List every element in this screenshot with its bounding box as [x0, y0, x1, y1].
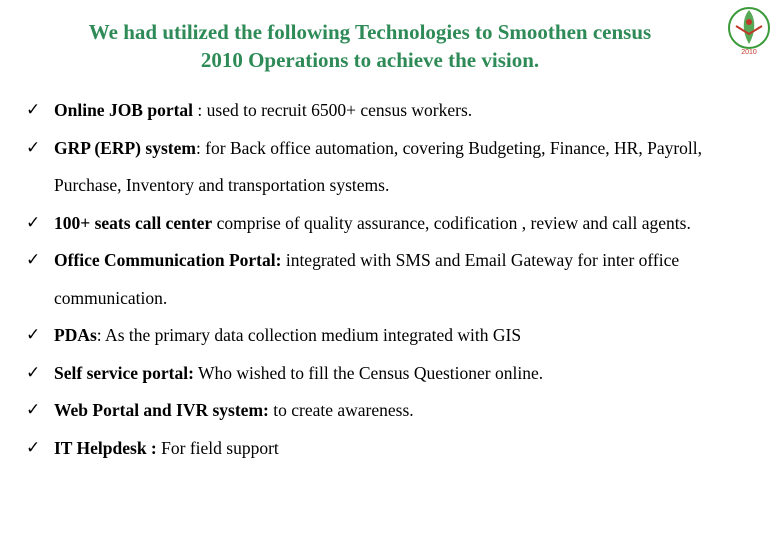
bullet-term: Office Communication Portal:	[54, 250, 282, 270]
list-item-grp-erp-system	[26, 130, 766, 205]
bullet-text: For field support	[156, 437, 279, 458]
bullet-text: : As the primary data collection medium integrated with GIS	[96, 325, 522, 345]
bullet-term: 100+ seats call center	[54, 212, 213, 233]
bullet-text: Who wished to fill the Census Questioner online.	[193, 362, 544, 383]
bullet-term: Self service portal:	[54, 362, 194, 383]
slide-title-line-1: We had utilized the following Technologies to Smoothen census	[88, 20, 652, 44]
check-icon: ✓	[26, 250, 41, 270]
list-item-web-portal-ivr	[26, 392, 766, 430]
bullet-text: : used to recruit 6500+ census workers.	[193, 100, 473, 120]
check-icon: ✓	[26, 437, 41, 458]
bullet-term: PDAs	[54, 325, 97, 345]
logo-year: 2010	[741, 49, 757, 56]
bullet-text: : for Back office automation, covering Budgeting, Finance, HR, Payroll, Purchase, Inventory and transportation systems.	[54, 137, 703, 195]
census-logo	[726, 4, 772, 56]
check-icon: ✓	[26, 400, 41, 420]
bullet-text: to create awareness.	[268, 400, 414, 420]
check-icon: ✓	[26, 100, 41, 120]
bullet-term: GRP (ERP) system	[54, 137, 196, 158]
bullet-text: integrated with SMS and Email Gateway for inter office communication.	[54, 250, 680, 308]
list-item-online-job-portal	[26, 92, 766, 130]
list-item-self-service-portal	[26, 355, 766, 393]
check-icon: ✓	[26, 362, 41, 383]
slide-title	[30, 18, 710, 74]
list-item-it-helpdesk	[26, 430, 766, 468]
list-item-office-communication-portal	[26, 242, 766, 317]
technology-list	[26, 92, 766, 467]
bullet-term: Web Portal and IVR system:	[54, 400, 269, 420]
slide-title-line-2: 2010 Operations to achieve the vision.	[200, 48, 540, 72]
bullet-term: Online JOB portal	[54, 100, 194, 120]
list-item-call-center	[26, 205, 766, 243]
check-icon: ✓	[26, 325, 41, 345]
check-icon: ✓	[26, 137, 41, 158]
list-item-pdas	[26, 317, 766, 355]
bullet-term: IT Helpdesk :	[54, 437, 157, 458]
bullet-text: comprise of quality assurance, codification , review and call agents.	[212, 212, 691, 233]
check-icon: ✓	[26, 212, 41, 233]
